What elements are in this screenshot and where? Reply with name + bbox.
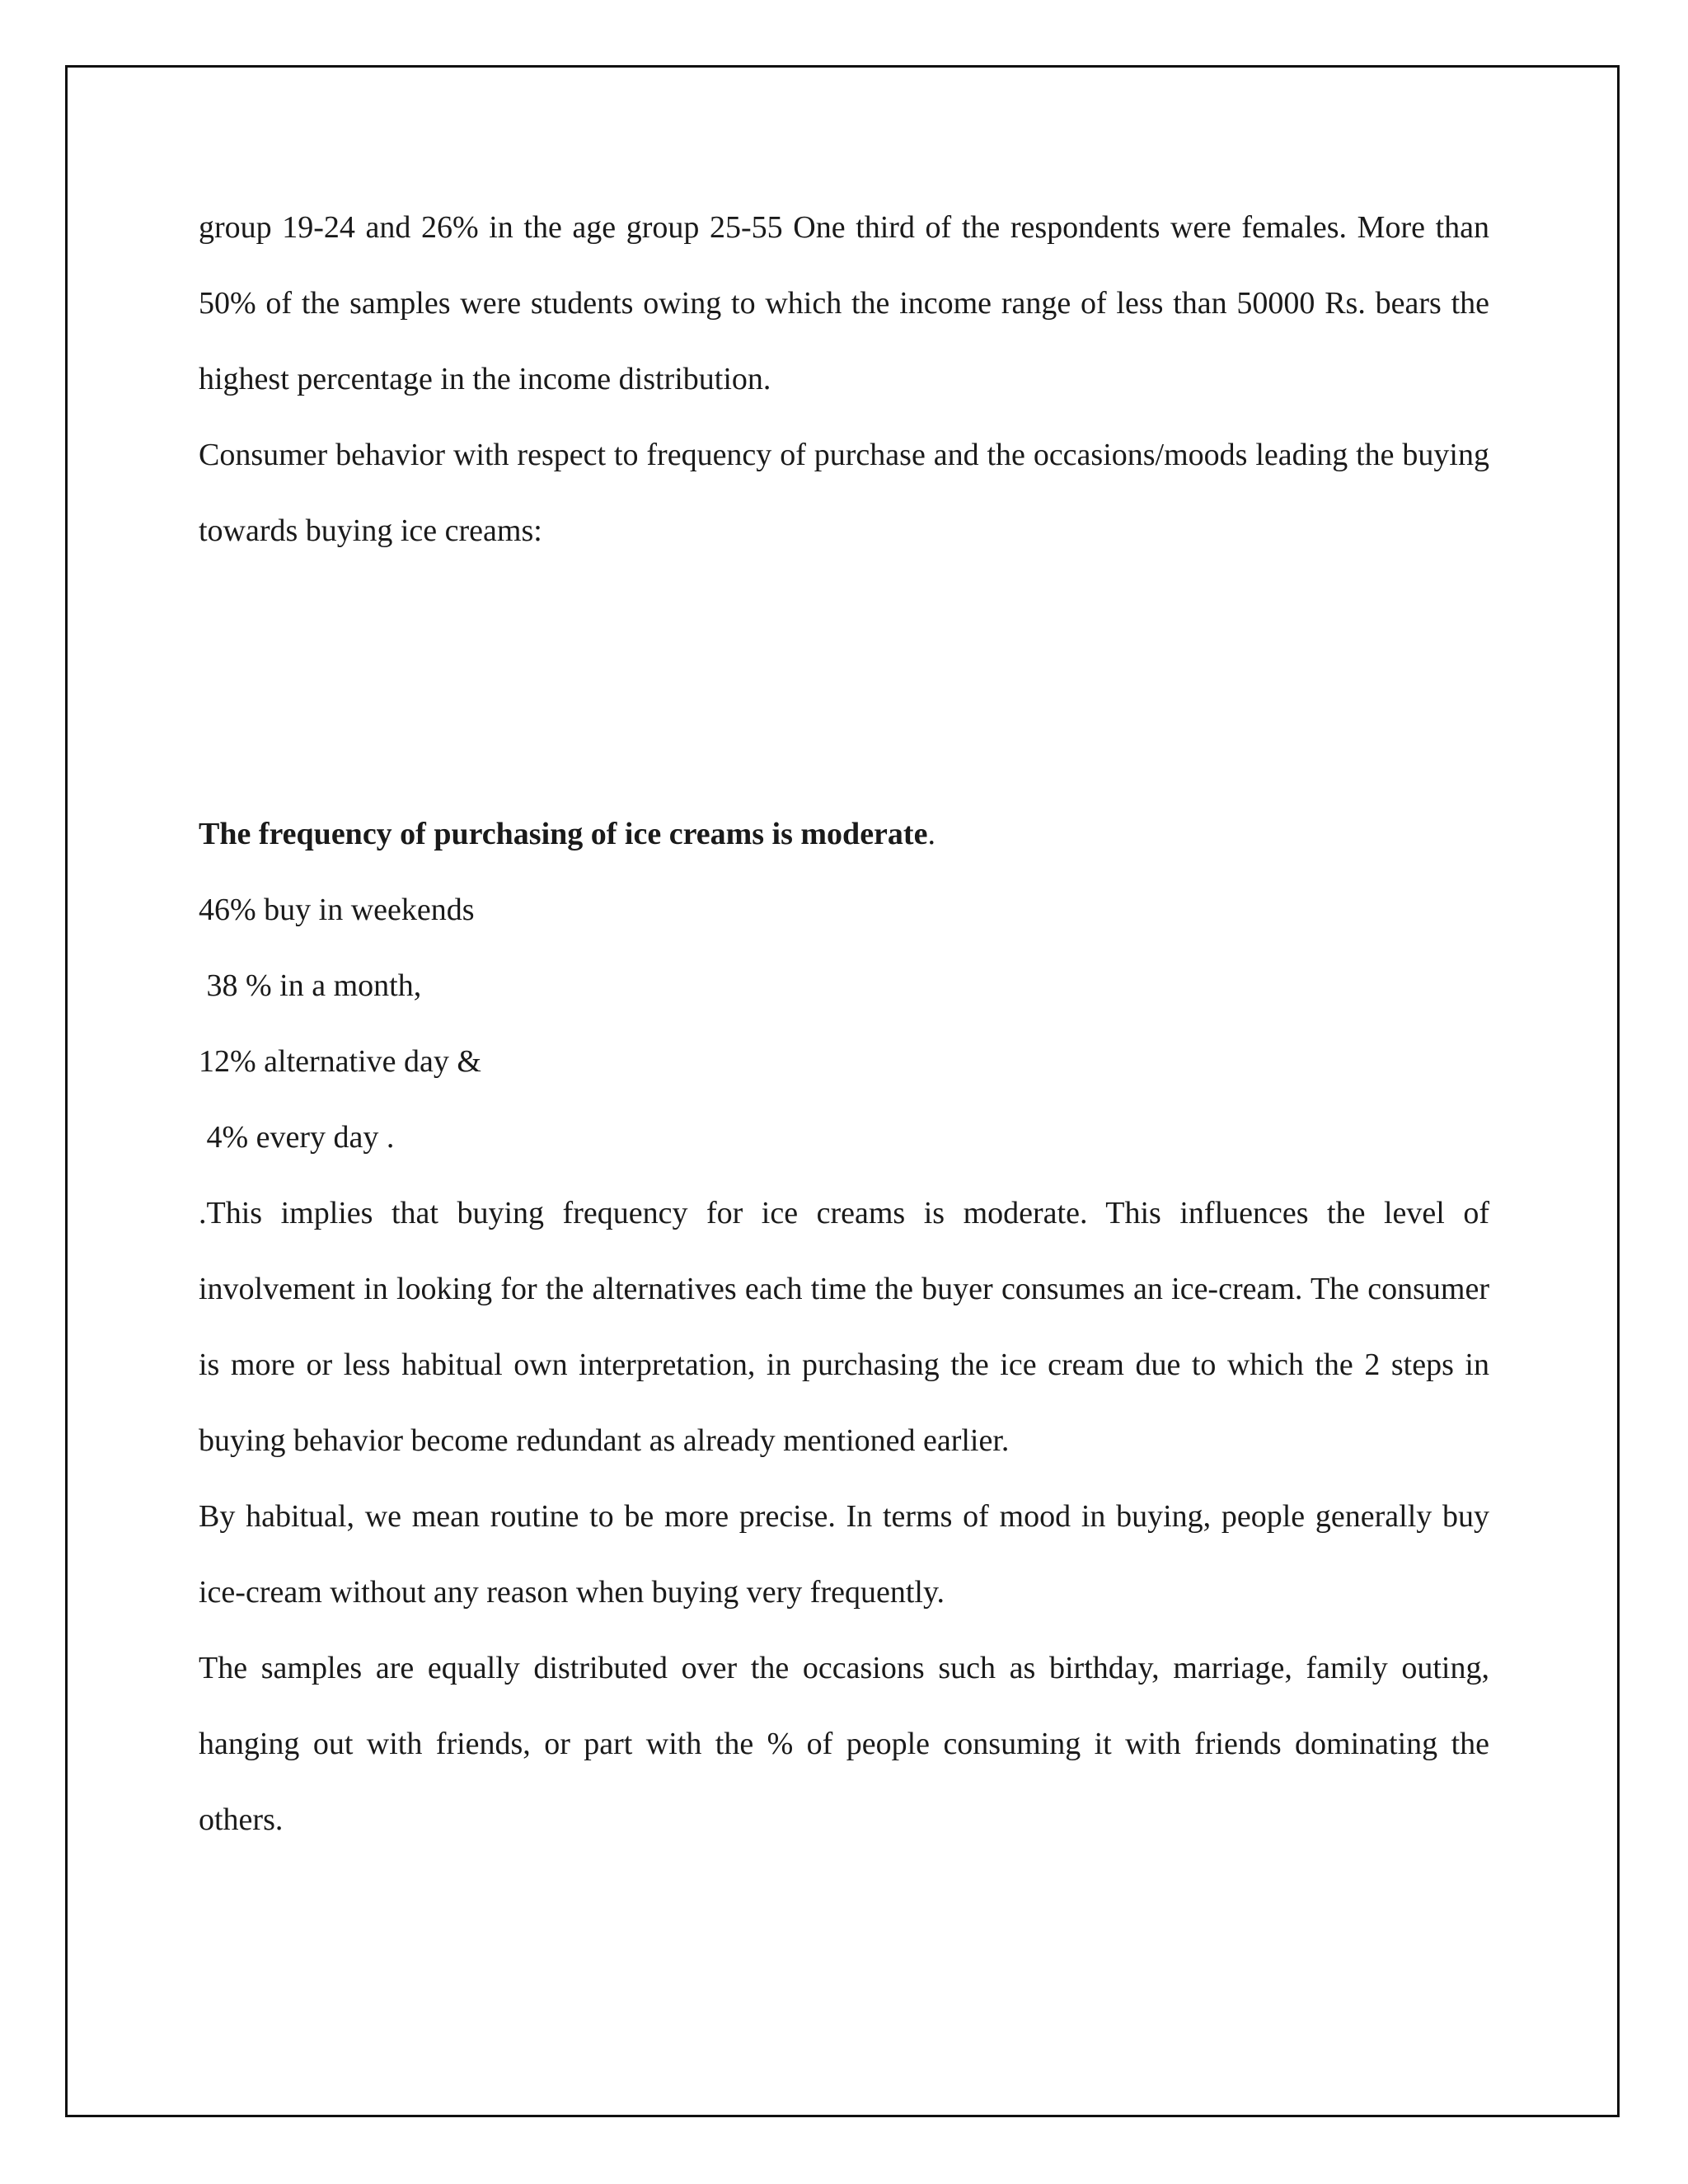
heading-bold-text: The frequency of purchasing of ice creams is moderate (199, 817, 928, 851)
section-heading (199, 796, 1489, 872)
paragraph-demographics: group 19-24 and 26% in the age group 25-55 One third of the respondents were females. More than 50% of the samples were students owing to which the income range of less than 50000 Rs. bears the highest percentage in the income distribution. (199, 210, 1489, 396)
list-item-alternative-day: 12% alternative day & (199, 1044, 481, 1079)
list-item-month: 38 % in a month, (199, 968, 422, 1003)
paragraph-consumer-behavior-intro: Consumer behavior with respect to frequency of purchase and the occasions/moods leading the buying towards buying ice creams: (199, 438, 1489, 548)
list-item-weekends: 46% buy in weekends (199, 893, 475, 927)
document-body (199, 190, 1489, 1858)
paragraph-implication: .This implies that buying frequency for ice creams is moderate. This influences the level of involvement in looking for the alternatives each time the buyer consumes an ice-cream. The consumer is more or less habitual own interpretation, in purchasing the ice cream due to which the 2 steps in buying behavior become redundant as already mentioned earlier. (199, 1196, 1489, 1458)
heading-period: . (927, 817, 935, 851)
list-item-every-day: 4% every day . (199, 1120, 395, 1155)
blank-space (199, 569, 1489, 796)
paragraph-occasions: The samples are equally distributed over the occasions such as birthday, marriage, family outing, hanging out with friends, or part with the % of people consuming it with friends dominating the others. (199, 1651, 1489, 1837)
paragraph-habitual: By habitual, we mean routine to be more precise. In terms of mood in buying, people generally buy ice-cream without any reason when buying very frequently. (199, 1499, 1489, 1610)
